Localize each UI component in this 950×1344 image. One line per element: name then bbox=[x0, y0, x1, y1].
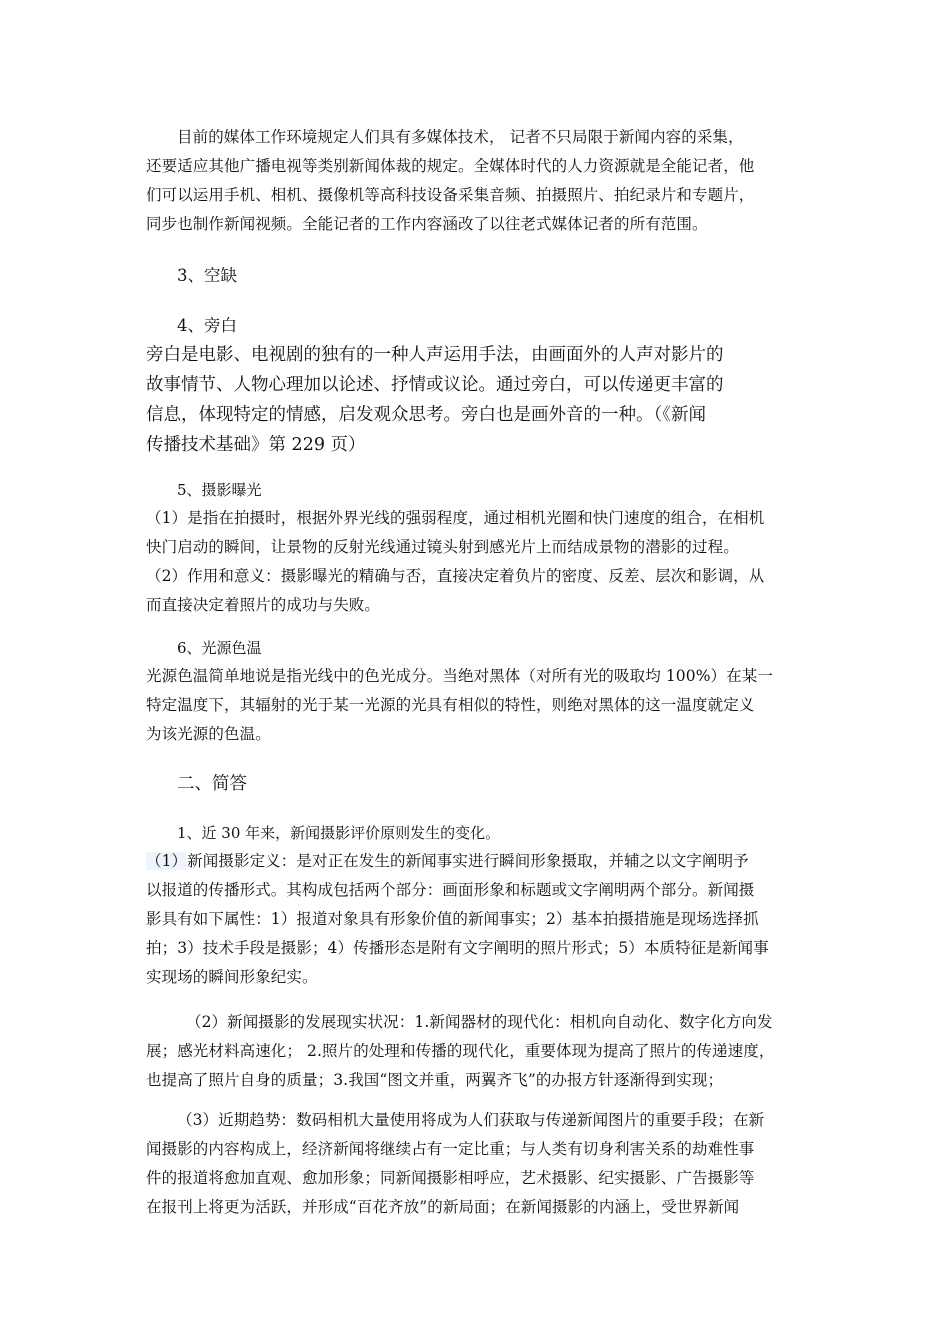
text-line: （3）近期趋势：数码相机大量使用将成为人们获取与传递新闻图片的重要手段；在新 bbox=[177, 1111, 765, 1129]
text-line: （1）是指在拍摄时，根据外界光线的强弱程度，通过相机光圈和快门速度的组合，在相机 bbox=[146, 509, 765, 527]
text-line: 影具有如下属性：1）报道对象具有形象价值的新闻事实；2）基本拍摄措施是现场选择抓 bbox=[146, 910, 759, 928]
text-line: 故事情节、人物心理加以论述、抒情或议论。通过旁白，可以传递更丰富的 bbox=[146, 375, 724, 395]
heading-color-temperature: 6、光源色温 bbox=[177, 639, 262, 657]
text-line: 件的报道将愈加直观、愈加形象；同新闻摄影相呼应，艺术摄影、纪实摄影、广告摄影等 bbox=[146, 1169, 755, 1187]
text-line: 旁白是电影、电视剧的独有的一种人声运用手法，由画面外的人声对影片的 bbox=[146, 345, 724, 365]
text-line: 还要适应其他广播电视等类别新闻体裁的规定。全媒体时代的人力资源就是全能记者，他 bbox=[146, 157, 755, 175]
heading-narration: 4、旁白 bbox=[177, 316, 237, 335]
text-line: （2）作用和意义：摄影曝光的精确与否，直接决定着负片的密度、反差、层次和影调，从 bbox=[146, 567, 765, 585]
text-line: 目前的媒体工作环境规定人们具有多媒体技术， 记者不只局限于新闻内容的采集， bbox=[177, 128, 744, 146]
paragraph-color-temperature bbox=[146, 662, 806, 749]
paragraph-news-photo-definition bbox=[146, 847, 806, 992]
text-line: 传播技术基础》第 229 页） bbox=[146, 435, 366, 455]
text-line: 们可以运用手机、相机、摄像机等高科技设备采集音频、拍摄照片、拍纪录片和专题片， bbox=[146, 186, 755, 204]
paragraph-narration bbox=[146, 340, 806, 460]
text-line: 以报道的传播形式。其构成包括两个部分：画面形象和标题或文字阐明两个部分。新闻摄 bbox=[146, 881, 755, 899]
text-line: 为该光源的色温。 bbox=[146, 725, 271, 743]
paragraph-news-photo-status bbox=[146, 1008, 806, 1095]
text-line: 实现场的瞬间形象纪实。 bbox=[146, 968, 318, 986]
text-line: 光源色温简单地说是指光线中的色光成分。当绝对黑体（对所有光的吸取均 100%）在某一 bbox=[146, 667, 773, 685]
text-line: 特定温度下，其辐射的光于某一光源的光具有相似的特性，则绝对黑体的这一温度就定义 bbox=[146, 696, 755, 714]
paragraph-all-media bbox=[146, 123, 806, 239]
text-line: 同步也制作新闻视频。全能记者的工作内容涵改了以往老式媒体记者的所有范围。 bbox=[146, 215, 708, 233]
heading-vacancy: 3、空缺 bbox=[177, 266, 237, 285]
section-short-answer: 二、简答 bbox=[177, 774, 247, 794]
text-line: 拍；3）技术手段是摄影；4）传播形态是附有文字阐明的照片形式；5）本质特征是新闻事 bbox=[146, 939, 769, 957]
paragraph-exposure bbox=[146, 504, 806, 620]
heading-exposure: 5、摄影曝光 bbox=[177, 481, 262, 499]
text-line: 展；感光材料高速化； 2.照片的处理和传播的现代化，重要体现为提高了照片的传递速度， bbox=[146, 1042, 775, 1060]
text-line: 也提高了照片自身的质量；3.我国“图文并重，两翼齐飞”的办报方针逐渐得到实现； bbox=[146, 1071, 724, 1089]
text-line: 信息，体现特定的情感，启发观众思考。旁白也是画外音的一种。（《新闻 bbox=[146, 405, 706, 425]
text-line: 快门启动的瞬间，让景物的反射光线通过镜头射到感光片上而结成景物的潜影的过程。 bbox=[146, 538, 739, 556]
text-line: 而直接决定着照片的成功与失败。 bbox=[146, 596, 381, 614]
text-line: 闻摄影的内容构成上，经济新闻将继续占有一定比重；与人类有切身利害关系的劫难性事 bbox=[146, 1140, 755, 1158]
paragraph-news-photo-trends bbox=[146, 1106, 806, 1222]
question-1-title: 1、近 30 年来，新闻摄影评价原则发生的变化。 bbox=[177, 824, 501, 842]
text-line: （1）新闻摄影定义：是对正在发生的新闻事实进行瞬间形象摄取，并辅之以文字阐明予 bbox=[146, 852, 749, 870]
text-line: （2）新闻摄影的发展现实状况：1.新闻器材的现代化：相机向自动化、数字化方向发 bbox=[186, 1013, 773, 1031]
list-marker: （1） bbox=[146, 852, 188, 870]
text-line: 在报刊上将更为活跃，并形成“百花齐放”的新局面；在新闻摄影的内涵上，受世界新闻 bbox=[146, 1198, 740, 1216]
